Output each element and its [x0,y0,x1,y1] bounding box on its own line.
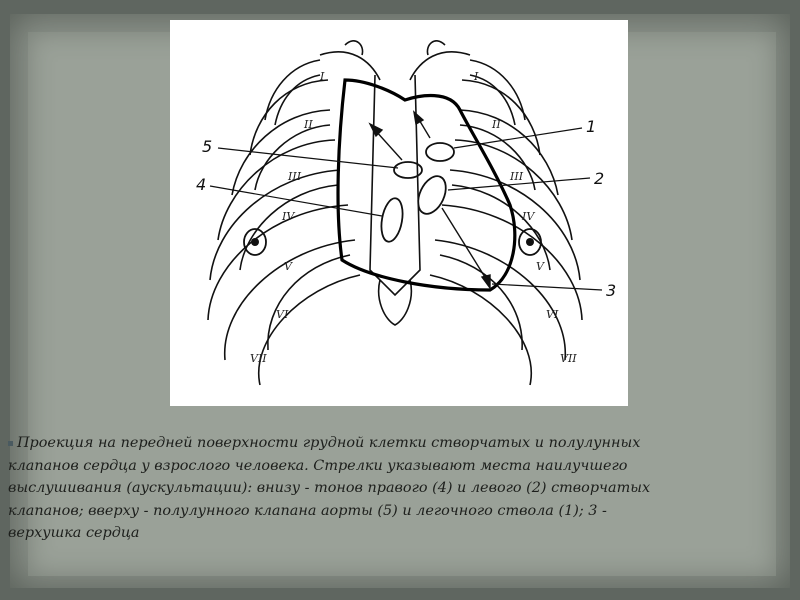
label-1: 1 [586,117,597,136]
chest-diagram [170,20,628,406]
rib-V-left: V [284,260,292,273]
label-2: 2 [594,169,605,188]
caption-line [8,432,792,455]
auscultation-points [244,229,541,255]
rib-II-right: II [492,118,501,131]
anatomy-figure [170,20,628,406]
valves [378,143,454,243]
label-5: 5 [202,137,213,156]
rib-IV-left: IV [282,210,295,223]
rib-IV-right: IV [522,210,535,223]
figure-labels [196,117,616,300]
rib-I-right: I [474,70,479,83]
rib-V-right: V [536,260,544,273]
figure-caption [8,432,792,545]
rib-VI-left: VI [276,308,289,321]
caption-line-5: верхушка сердца [8,525,140,541]
rib-II-left: II [304,118,313,131]
caption-line-1: Проекция на передней поверхности грудной клетки створчатых и полулунных [17,435,641,451]
rib-numerals [250,70,577,365]
rib-I-left: I [320,70,325,83]
caption-line-2: клапанов сердца у взрослого человека. Стрелки указывают места наилучшего [8,457,628,474]
arrows [370,112,490,288]
label-3: 3 [606,281,617,300]
tricuspid-valve [378,197,405,244]
pulmonary-valve [426,143,454,161]
label-4: 4 [196,175,207,194]
ribs-right [430,60,582,385]
heart-outline [338,80,515,290]
rib-VII-left: VII [250,352,267,365]
rib-III-right: III [510,170,524,183]
rib-VII-right: VII [560,352,577,365]
rib-III-left: III [288,170,302,183]
caption-line-3: выслушивания (аускультации): внизу - тонов правого (4) и левого (2) створчатых [8,480,651,496]
bullet-marker [8,441,13,446]
caption-line-4: клапанов; вверху - полулунного клапана аорты (5) и легочного ствола (1); 3 - [8,502,607,519]
rib-VI-right: VI [546,308,559,321]
sternum-and-clavicles [320,41,470,325]
